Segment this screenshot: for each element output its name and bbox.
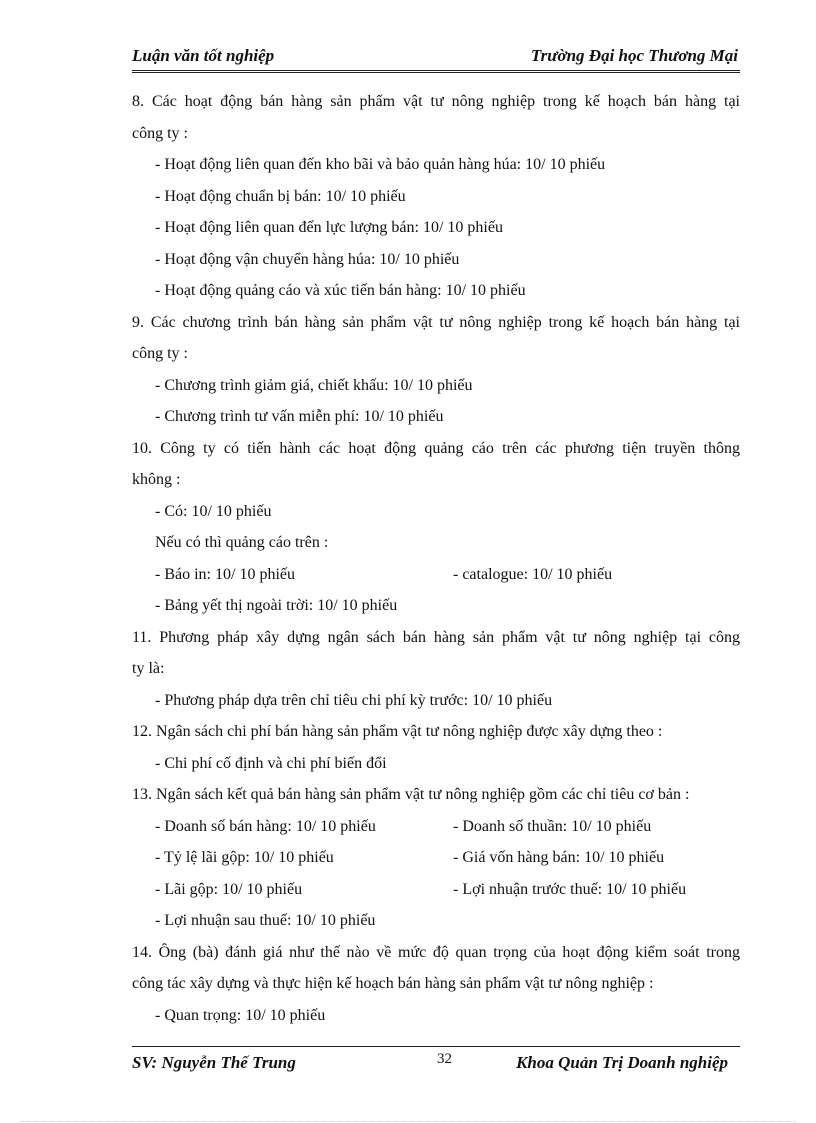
question-9-line-2: công ty : (132, 345, 188, 362)
answer-item: - Bảng yết thị ngoài trời: 10/ 10 phiếu (155, 597, 398, 614)
question-11-line-1: 11. Phương pháp xây dựng ngân sách bán hàng sản phẩm vật tư nông nghiệp tại công (132, 628, 740, 646)
answer-item: - Giá vốn hàng bán: 10/ 10 phiếu (453, 849, 665, 866)
page-edge-divider (20, 1121, 796, 1122)
answer-item: - Lãi gộp: 10/ 10 phiếu (155, 880, 303, 898)
footer-author: SV: Nguyễn Thế Trung (132, 1053, 296, 1072)
answer-item: - Chương trình tư vấn miễn phí: 10/ 10 phiếu (155, 408, 444, 425)
answer-item: - Có: 10/ 10 phiếu (155, 502, 272, 520)
question-9-line-1: 9. Các chương trình bán hàng sản phẩm vật tư nông nghiệp trong kế hoạch bán hàng tại (132, 313, 740, 331)
page-header (132, 42, 740, 73)
answer-item: - Chi phí cố định và chi phí biến đổi (155, 754, 387, 772)
answer-item: - Tỷ lệ lãi gộp: 10/ 10 phiếu (155, 849, 334, 866)
answer-row (132, 811, 740, 843)
answer-row (132, 874, 740, 906)
page-number: 32 (437, 1051, 452, 1067)
footer-department: Khoa Quản Trị Doanh nghiệp (516, 1053, 728, 1072)
answer-item: - Hoạt động chuẩn bị bán: 10/ 10 phiếu (155, 187, 406, 205)
question-8-line-1: 8. Các hoạt động bán hàng sản phẩm vật tư nông nghiệp trong kế hoạch bán hàng tại (132, 93, 740, 110)
answer-row (132, 842, 740, 874)
answer-item: - catalogue: 10/ 10 phiếu (453, 565, 613, 583)
question-8-line-2: công ty : (132, 124, 188, 142)
question-12: 12. Ngân sách chi phí bán hàng sản phẩm vật tư nông nghiệp được xây dựng theo : (132, 723, 663, 740)
question-10-line-1: 10. Công ty có tiến hành các hoạt động quảng cáo trên các phương tiện truyền thông (132, 439, 740, 457)
answer-item: - Chương trình giảm giá, chiết khấu: 10/ 10 phiếu (155, 376, 473, 394)
question-13: 13. Ngân sách kết quả bán hàng sản phẩm vật tư nông nghiệp gồm các chỉ tiêu cơ bản : (132, 786, 690, 803)
page-content (132, 86, 740, 1031)
answer-item: - Lợi nhuận trước thuế: 10/ 10 phiếu (453, 880, 687, 898)
answer-item: - Hoạt động liên quan đến kho bãi và bảo quản hàng húa: 10/ 10 phiếu (155, 156, 606, 173)
answer-item: - Phương pháp dựa trên chỉ tiêu chi phí kỳ trước: 10/ 10 phiếu (155, 691, 553, 709)
answer-item: - Lợi nhuận sau thuế: 10/ 10 phiếu (155, 912, 376, 929)
question-14-line-2: công tác xây dựng và thực hiện kế hoạch bán hàng sản phẩm vật tư nông nghiệp : (132, 975, 654, 992)
question-11-line-2: ty là: (132, 660, 165, 677)
header-left-title: Luận văn tốt nghiệp (132, 46, 275, 65)
header-right-title: Trường Đại học Thương Mại (530, 46, 738, 65)
question-14-line-1: 14. Ông (bà) đánh giá như thế nào về mức độ quan trọng của hoạt động kiểm soát trong (132, 943, 740, 961)
answer-item: - Quan trọng: 10/ 10 phiếu (155, 1006, 326, 1024)
answer-item: - Doanh số bán hàng: 10/ 10 phiếu (155, 817, 376, 835)
answer-row (132, 559, 740, 591)
answer-item: - Hoạt động quảng cáo và xúc tiến bán hàng: 10/ 10 phiếu (155, 282, 526, 299)
answer-item: - Báo in: 10/ 10 phiếu (155, 565, 295, 583)
answer-item: - Hoạt động vận chuyển hàng húa: 10/ 10 phiếu (155, 250, 460, 268)
question-10-line-2: không : (132, 471, 181, 488)
page-footer (132, 1046, 740, 1077)
answer-item: - Hoạt động liên quan đến lực lượng bán: 10/ 10 phiếu (155, 219, 503, 236)
sub-question: Nếu có thì quảng cáo trên : (155, 534, 329, 551)
answer-item: - Doanh số thuần: 10/ 10 phiếu (453, 817, 652, 835)
